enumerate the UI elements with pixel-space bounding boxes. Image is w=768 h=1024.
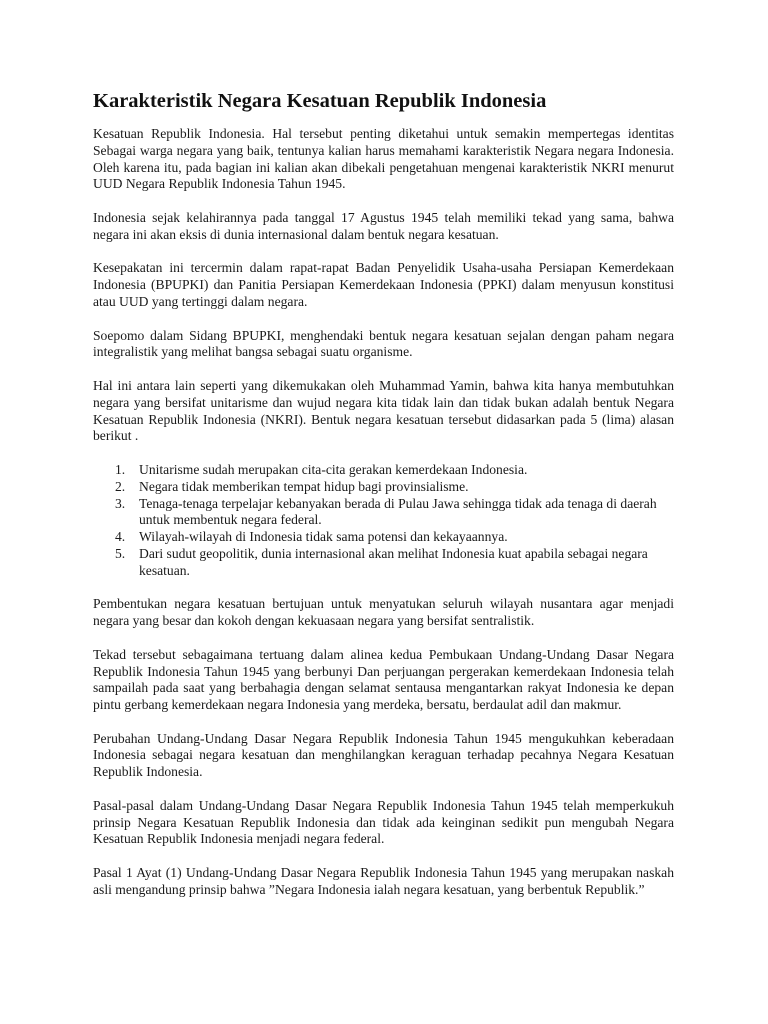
list-item-number: 2. <box>115 478 126 494</box>
list-item <box>93 546 674 580</box>
list-item-text: Tenaga-tenaga terpelajar kebanyakan berada di Pulau Jawa sehingga tidak ada tenaga di daerah untuk membentuk negara federal. <box>139 495 657 528</box>
list-item-number: 4. <box>115 529 126 545</box>
paragraph-bpupki-ppki: Kesepakatan ini tercermin dalam rapat-rapat Badan Penyelidik Usaha-usaha Persiapan Kemerdekaan Indonesia (BPUPKI) dan Panitia Persiapan Kemerdekaan Indonesia (PPKI) dalam menyusun konstitusi atau UUD yang tertinggi dalam negara. <box>93 260 674 309</box>
paragraph-independence: Indonesia sejak kelahirannya pada tanggal 17 Agustus 1945 telah memiliki tekad yang sama, bahwa negara ini akan eksis di dunia internasional dalam bentuk negara kesatuan. <box>93 209 674 242</box>
reasons-list <box>93 462 674 580</box>
list-item-text: Dari sudut geopolitik, dunia internasional akan melihat Indonesia kuat apabila sebagai negara kesatuan. <box>139 545 648 578</box>
document-page <box>93 88 674 899</box>
list-item-number: 3. <box>115 495 126 511</box>
list-item-number: 5. <box>115 545 126 561</box>
document-title: Karakteristik Negara Kesatuan Republik Indonesia <box>93 90 547 112</box>
list-item <box>93 479 674 496</box>
paragraph-yamin: Hal ini antara lain seperti yang dikemukakan oleh Muhammad Yamin, bahwa kita hanya membutuhkan negara yang bersifat unitarisme dan wujud negara kita tidak lain dan tidak bukan adalah bentuk Negara Kesatuan Republik Indonesia (NKRI). Bentuk negara kesatuan tersebut didasarkan pada 5 (lima) alasan berikut . <box>93 377 674 444</box>
list-item <box>93 496 674 530</box>
list-item-text: Negara tidak memberikan tempat hidup bagi provinsialisme. <box>139 478 469 494</box>
paragraph-purpose: Pembentukan negara kesatuan bertujuan untuk menyatukan seluruh wilayah nusantara agar menjadi negara yang besar dan kokoh dengan kekuasaan negara yang bersifat sentralistik. <box>93 596 674 629</box>
paragraph-soepomo: Soepomo dalam Sidang BPUPKI, menghendaki bentuk negara kesatuan sejalan dengan paham negara integralistik yang melihat bangsa sebagai suatu organisme. <box>93 327 674 360</box>
paragraph-preamble: Tekad tersebut sebagaimana tertuang dalam alinea kedua Pembukaan Undang-Undang Dasar Negara Republik Indonesia Tahun 1945 yang berbunyi Dan perjuangan pergerakan kemerdekaan Indonesia telah sampailah pada saat yang berbahagia dengan selamat sentausa mengantarkan rakyat Indonesia ke depan pintu gerbang kemerdekaan negara Indonesia yang merdeka, bersatu, berdaulat adil dan makmur. <box>93 646 674 713</box>
paragraph-articles: Pasal-pasal dalam Undang-Undang Dasar Negara Republik Indonesia Tahun 1945 telah memperkukuh prinsip Negara Kesatuan Republik Indonesia dan tidak ada keinginan sedikit pun mengubah Negara Kesatuan Republik Indonesia menjadi negara federal. <box>93 797 674 847</box>
paragraph-amendment: Perubahan Undang-Undang Dasar Negara Republik Indonesia Tahun 1945 mengukuhkan keberadaan Indonesia sebagai negara kesatuan dan menghilangkan keraguan terhadap pecahnya Negara Kesatuan Republik Indonesia. <box>93 730 674 780</box>
list-item-text: Wilayah-wilayah di Indonesia tidak sama potensi dan kekayaannya. <box>139 529 508 545</box>
list-item-number: 1. <box>115 461 126 477</box>
paragraph-article-1: Pasal 1 Ayat (1) Undang-Undang Dasar Negara Republik Indonesia Tahun 1945 yang merupakan naskah asli mengandung prinsip bahwa ”Negara Indonesia ialah negara kesatuan, yang berbentuk Republik.” <box>93 865 674 897</box>
paragraph-intro: Kesatuan Republik Indonesia. Hal tersebut penting diketahui untuk semakin mempertegas identitas Sebagai warga negara yang baik, tentunya kalian harus memahami karakteristik Negara negara Indonesia. Oleh karena itu, pada bagian ini kalian akan dibekali pengetahuan mengenai karakteristik NKRI menurut UUD Negara Republik Indonesia Tahun 1945. <box>93 126 674 192</box>
list-item <box>93 529 674 546</box>
list-item-text: Unitarisme sudah merupakan cita-cita gerakan kemerdekaan Indonesia. <box>139 461 528 477</box>
list-item <box>93 462 674 479</box>
